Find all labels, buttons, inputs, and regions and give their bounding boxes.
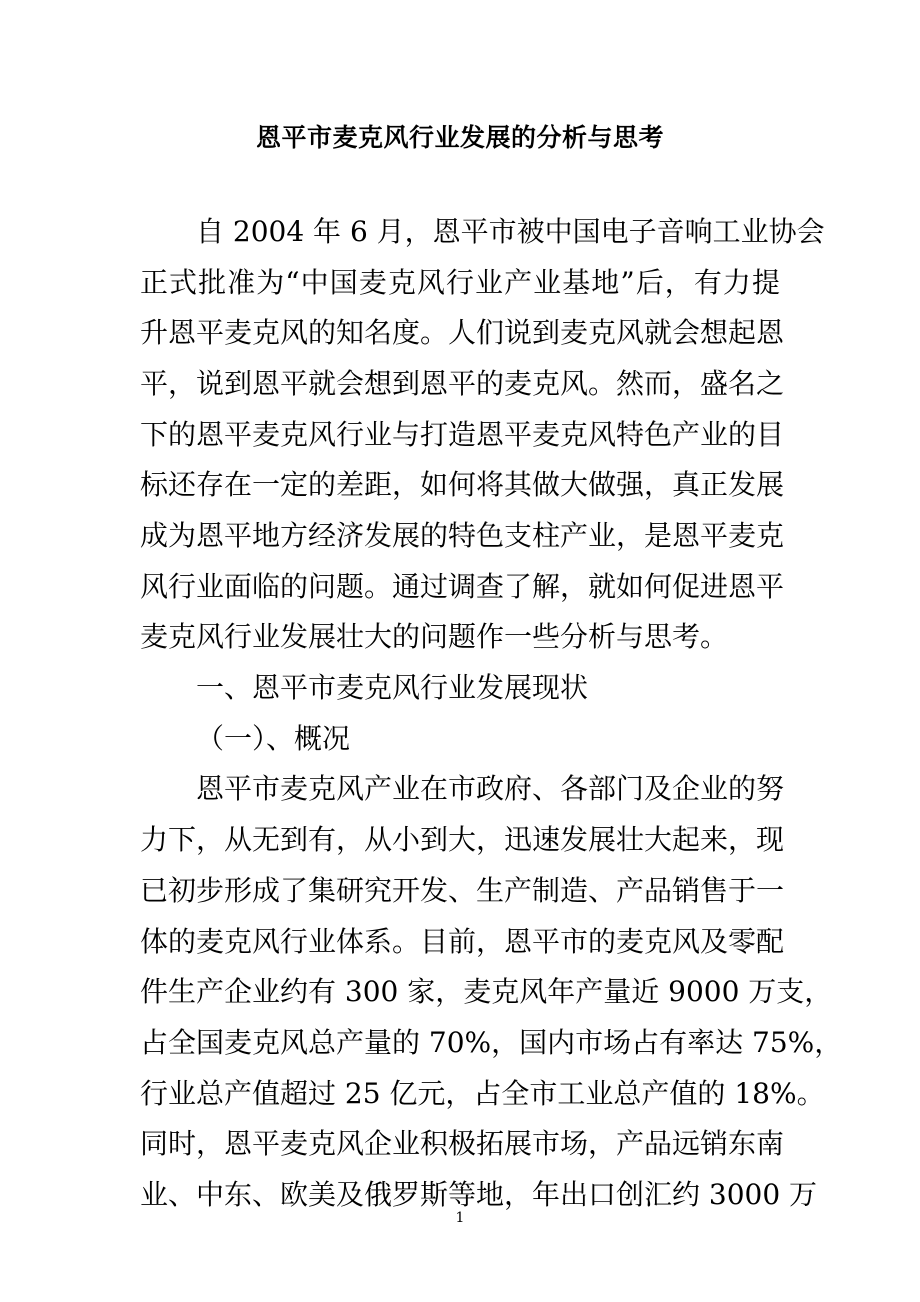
paragraph-line: 风行业面临的问题。通过调查了解，就如何促进恩平 xyxy=(140,570,785,603)
document-title: 恩平市麦克风行业发展的分析与思考 xyxy=(255,123,664,152)
paragraph-line: 占全国麦克风总产量的 70%，国内市场占有率达 75%， xyxy=(140,1026,843,1059)
paragraph-line: 麦克风行业发展壮大的问题作一些分析与思考。 xyxy=(140,620,729,653)
paragraph-line: 力下，从无到有，从小到大，迅速发展壮大起来，现 xyxy=(140,823,785,856)
paragraph-line: 标还存在一定的差距，如何将其做大做强，真正发展 xyxy=(140,468,785,501)
paragraph-line: 同时，恩平麦克风企业积极拓展市场，产品远销东南 xyxy=(140,1127,785,1160)
paragraph-line: 下的恩平麦克风行业与打造恩平麦克风特色产业的目 xyxy=(140,418,785,451)
paragraph-line: 平，说到恩平就会想到恩平的麦克风。然而，盛名之 xyxy=(140,367,785,400)
paragraph-line: 已初步形成了集研究开发、生产制造、产品销售于一 xyxy=(140,874,785,907)
paragraph-line: 自 2004 年 6 月，恩平市被中国电子音响工业协会 xyxy=(196,215,825,248)
paragraph-line: 恩平市麦克风产业在市政府、各部门及企业的努 xyxy=(196,772,785,805)
page-number: 1 xyxy=(455,1210,465,1226)
subsection-heading: （一）、概况 xyxy=(196,722,351,755)
paragraph-line: 行业总产值超过 25 亿元，占全市工业总产值的 18%。 xyxy=(140,1077,825,1110)
paragraph-line: 业、中东、欧美及俄罗斯等地，年出口创汇约 3000 万 xyxy=(140,1178,818,1211)
paragraph-line: 成为恩平地方经济发展的特色支柱产业，是恩平麦克 xyxy=(140,519,785,552)
paragraph-line: 体的麦克风行业体系。目前，恩平市的麦克风及零配 xyxy=(140,925,785,958)
section-heading: 一、恩平市麦克风行业发展现状 xyxy=(196,671,589,704)
paragraph-line: 件生产企业约有 300 家，麦克风年产量近 9000 万支， xyxy=(140,975,833,1008)
paragraph-line: 正式批准为“中国麦克风行业产业基地”后，有力提 xyxy=(140,266,780,299)
paragraph-line: 升恩平麦克风的知名度。人们说到麦克风就会想起恩 xyxy=(140,316,785,349)
